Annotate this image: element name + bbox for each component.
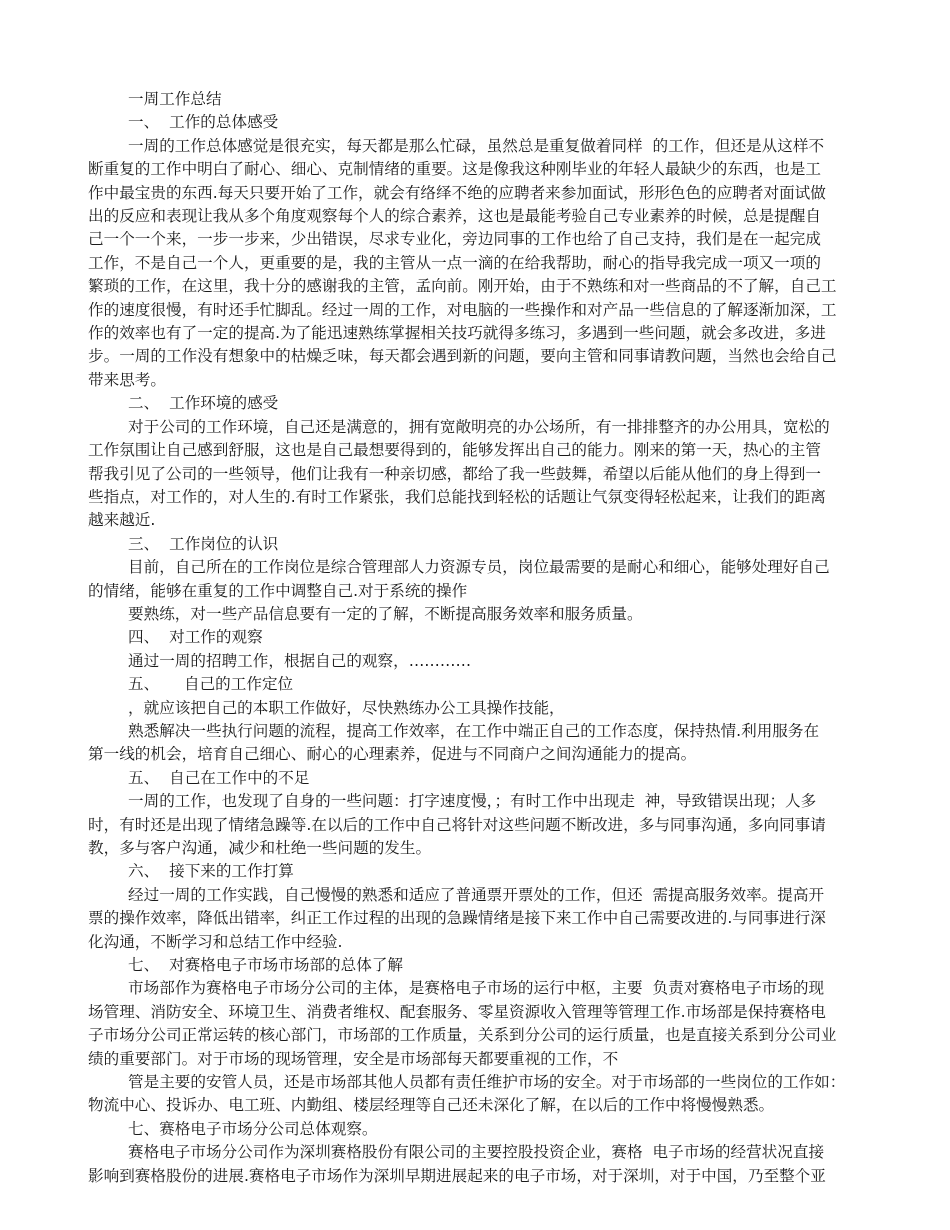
text-line: 作的速度很慢，有时还手忙脚乱。经过一周的工作，对电脑的一些操作和对产品一些信息的了解逐渐加深，工 [88,300,837,319]
text-line: 工作，不是自己一个人，更重要的是，我的主管从一点一滴的在给我帮助，耐心的指导我完成一项又一项的 [88,253,821,272]
text-line: 四、 对工作的观察 [128,628,263,647]
text-line: 些指点，对工作的，对人生的.有时工作紧张，我们总能找到轻松的话题让气氛变得轻松起来，让我们的距离 [88,487,826,506]
text-line: 断重复的工作中明白了耐心、细心、克制情绪的重要。这是像我这种刚毕业的年轻人最缺少的东西，也是工 [88,160,821,179]
text-line: 作的效率也有了一定的提高.为了能迅速熟练掌握相关技巧就得多练习，多遇到一些问题，就会多改进，多进 [88,324,826,343]
text-line: 时，有时还是出现了情绪急躁等.在以后的工作中自己将针对这些问题不断改进，多与同事沟通，多向同事请 [88,815,826,834]
text-line: 教，多与客户沟通，减少和杜绝一些问题的发生。 [88,839,432,857]
text-line: ，就应该把自己的本职工作做好，尽快熟练办公工具操作技能， [128,698,565,717]
text-line: 通过一周的招聘工作，根据自己的观察，………… [128,651,472,670]
text-line: 二、 工作环境的感受 [128,394,279,413]
text-line: 的情绪，能够在重复的工作中调整自己.对于系统的操作 [88,581,468,600]
text-line: 物流中心、投诉办、电工班、内勤组、楼层经理等自己还未深化了解，在以后的工作中将慢慢熟悉。 [88,1096,775,1115]
text-line: 目前，自己所在的工作岗位是综合管理部人力资源专员，岗位最需要的是耐心和细心，能够处理好自己 [128,558,830,577]
text-line: 步。一周的工作没有想象中的枯燥乏味，每天都会遇到新的问题，要向主管和同事请教问题，当然也会给自己 [88,347,837,366]
text-line: 影响到赛格股份的进展.赛格电子市场作为深圳早期进展起来的电子市场，对于深圳，对于中国，乃至整个亚 [88,1166,826,1185]
text-line: 作中最宝贵的东西.每天只要开始了工作，就会有络绎不绝的应聘者来参加面试，形形色色的应聘者对面试做 [88,183,826,202]
text-line: 出的反应和表现让我从多个角度观察每个人的综合素养，这也是最能考验自己专业素养的时候，总是提醒自 [88,207,821,226]
text-line: 一周的工作总体感觉是很充实，每天都是那么忙碌，虽然总是重复做着同样 的工作，但还是从这样不 [128,136,825,155]
text-line: 绩的重要部门。对于市场的现场管理，安全是市场部每天都要重视的工作，不 [88,1049,619,1068]
text-line: 票的操作效率，降低出错率，纠正工作过程的出现的急躁情绪是接下来工作中自己需要改进的.与同事进行深 [88,909,826,928]
text-line: 第一线的机会，培育自己细心、耐心的心理素养，促进与不同商户之间沟通能力的提高。 [88,745,697,764]
text-line: 工作氛围让自己感到舒服，这也是自己最想要得到的，能够发挥出自己的能力。刚来的第一天，热心的主管 [88,441,821,460]
text-line: 对于公司的工作环境，自己还是满意的，拥有宽敞明亮的办公场所，有一排排整齐的办公用具，宽松的 [128,417,830,436]
text-line: 一、 工作的总体感受 [128,113,279,132]
document-title: 一周工作总结 [128,90,222,108]
text-line: 熟悉解决一些执行问题的流程，提高工作效率，在工作中端正自己的工作态度，保持热情.利用服务在 [128,721,820,740]
text-line: 三、 工作岗位的认识 [128,534,279,553]
text-line: 赛格电子市场分公司作为深圳赛格股份有限公司的主要控股投资企业，赛格 电子市场的经营状况直接 [128,1143,825,1162]
text-line: 六、 接下来的工作打算 [128,862,294,881]
document-page [88,88,860,1188]
text-line: 帮我引见了公司的一些领导，他们让我有一种亲切感，都给了我一些鼓舞，希望以后能从他们的身上得到一 [88,464,821,483]
text-line: 繁琐的工作，在这里，我十分的感谢我的主管，孟向前。刚开始，由于不熟练和对一些商品的不了解，自己工 [88,277,837,296]
text-line: 带来思考。 [88,370,166,389]
text-line: 经过一周的工作实践，自己慢慢的熟悉和适应了普通票开票处的工作，但还 需提高服务效率。提高开 [128,885,825,904]
text-line: 七、赛格电子市场分公司总体观察。 [128,1119,378,1138]
text-line: 子市场分公司正常运转的核心部门，市场部的工作质量，关系到分公司的运行质量，也是直接关系到分公司业 [88,1026,837,1045]
text-line: 一周的工作，也发现了自身的一些问题：打字速度慢，；有时工作中出现走 神，导致错误出现；人多 [128,792,817,811]
text-line: 要熟练，对一些产品信息要有一定的了解，不断提高服务效率和服务质量。 [128,604,643,623]
text-line: 己一个一个来，一步一步来，少出错误，尽求专业化，旁边同事的工作也给了自己支持，我们是在一起完成 [88,230,821,249]
text-line: 五、 自己的工作定位 [128,675,294,694]
text-line: 市场部作为赛格电子市场分公司的主体，是赛格电子市场的运行中枢，主要 负责对赛格电子市场的现 [128,979,825,998]
document-body [88,111,860,1188]
text-line: 化沟通，不断学习和总结工作中经验. [88,932,343,951]
text-line: 七、 对赛格电子市场市场部的总体了解 [128,956,404,975]
text-line: 场管理、消防安全、环境卫生、消费者维权、配套服务、零星资源收入管理等管理工作.市场部是保持赛格电 [88,1002,826,1021]
text-line: 五、 自己在工作中的不足 [128,768,310,787]
text-line: 管是主要的安管人员，还是市场部其他人员都有责任维护市场的安全。对于市场部的一些岗位的工作如： [128,1073,846,1092]
text-line: 越来越近. [88,511,156,530]
